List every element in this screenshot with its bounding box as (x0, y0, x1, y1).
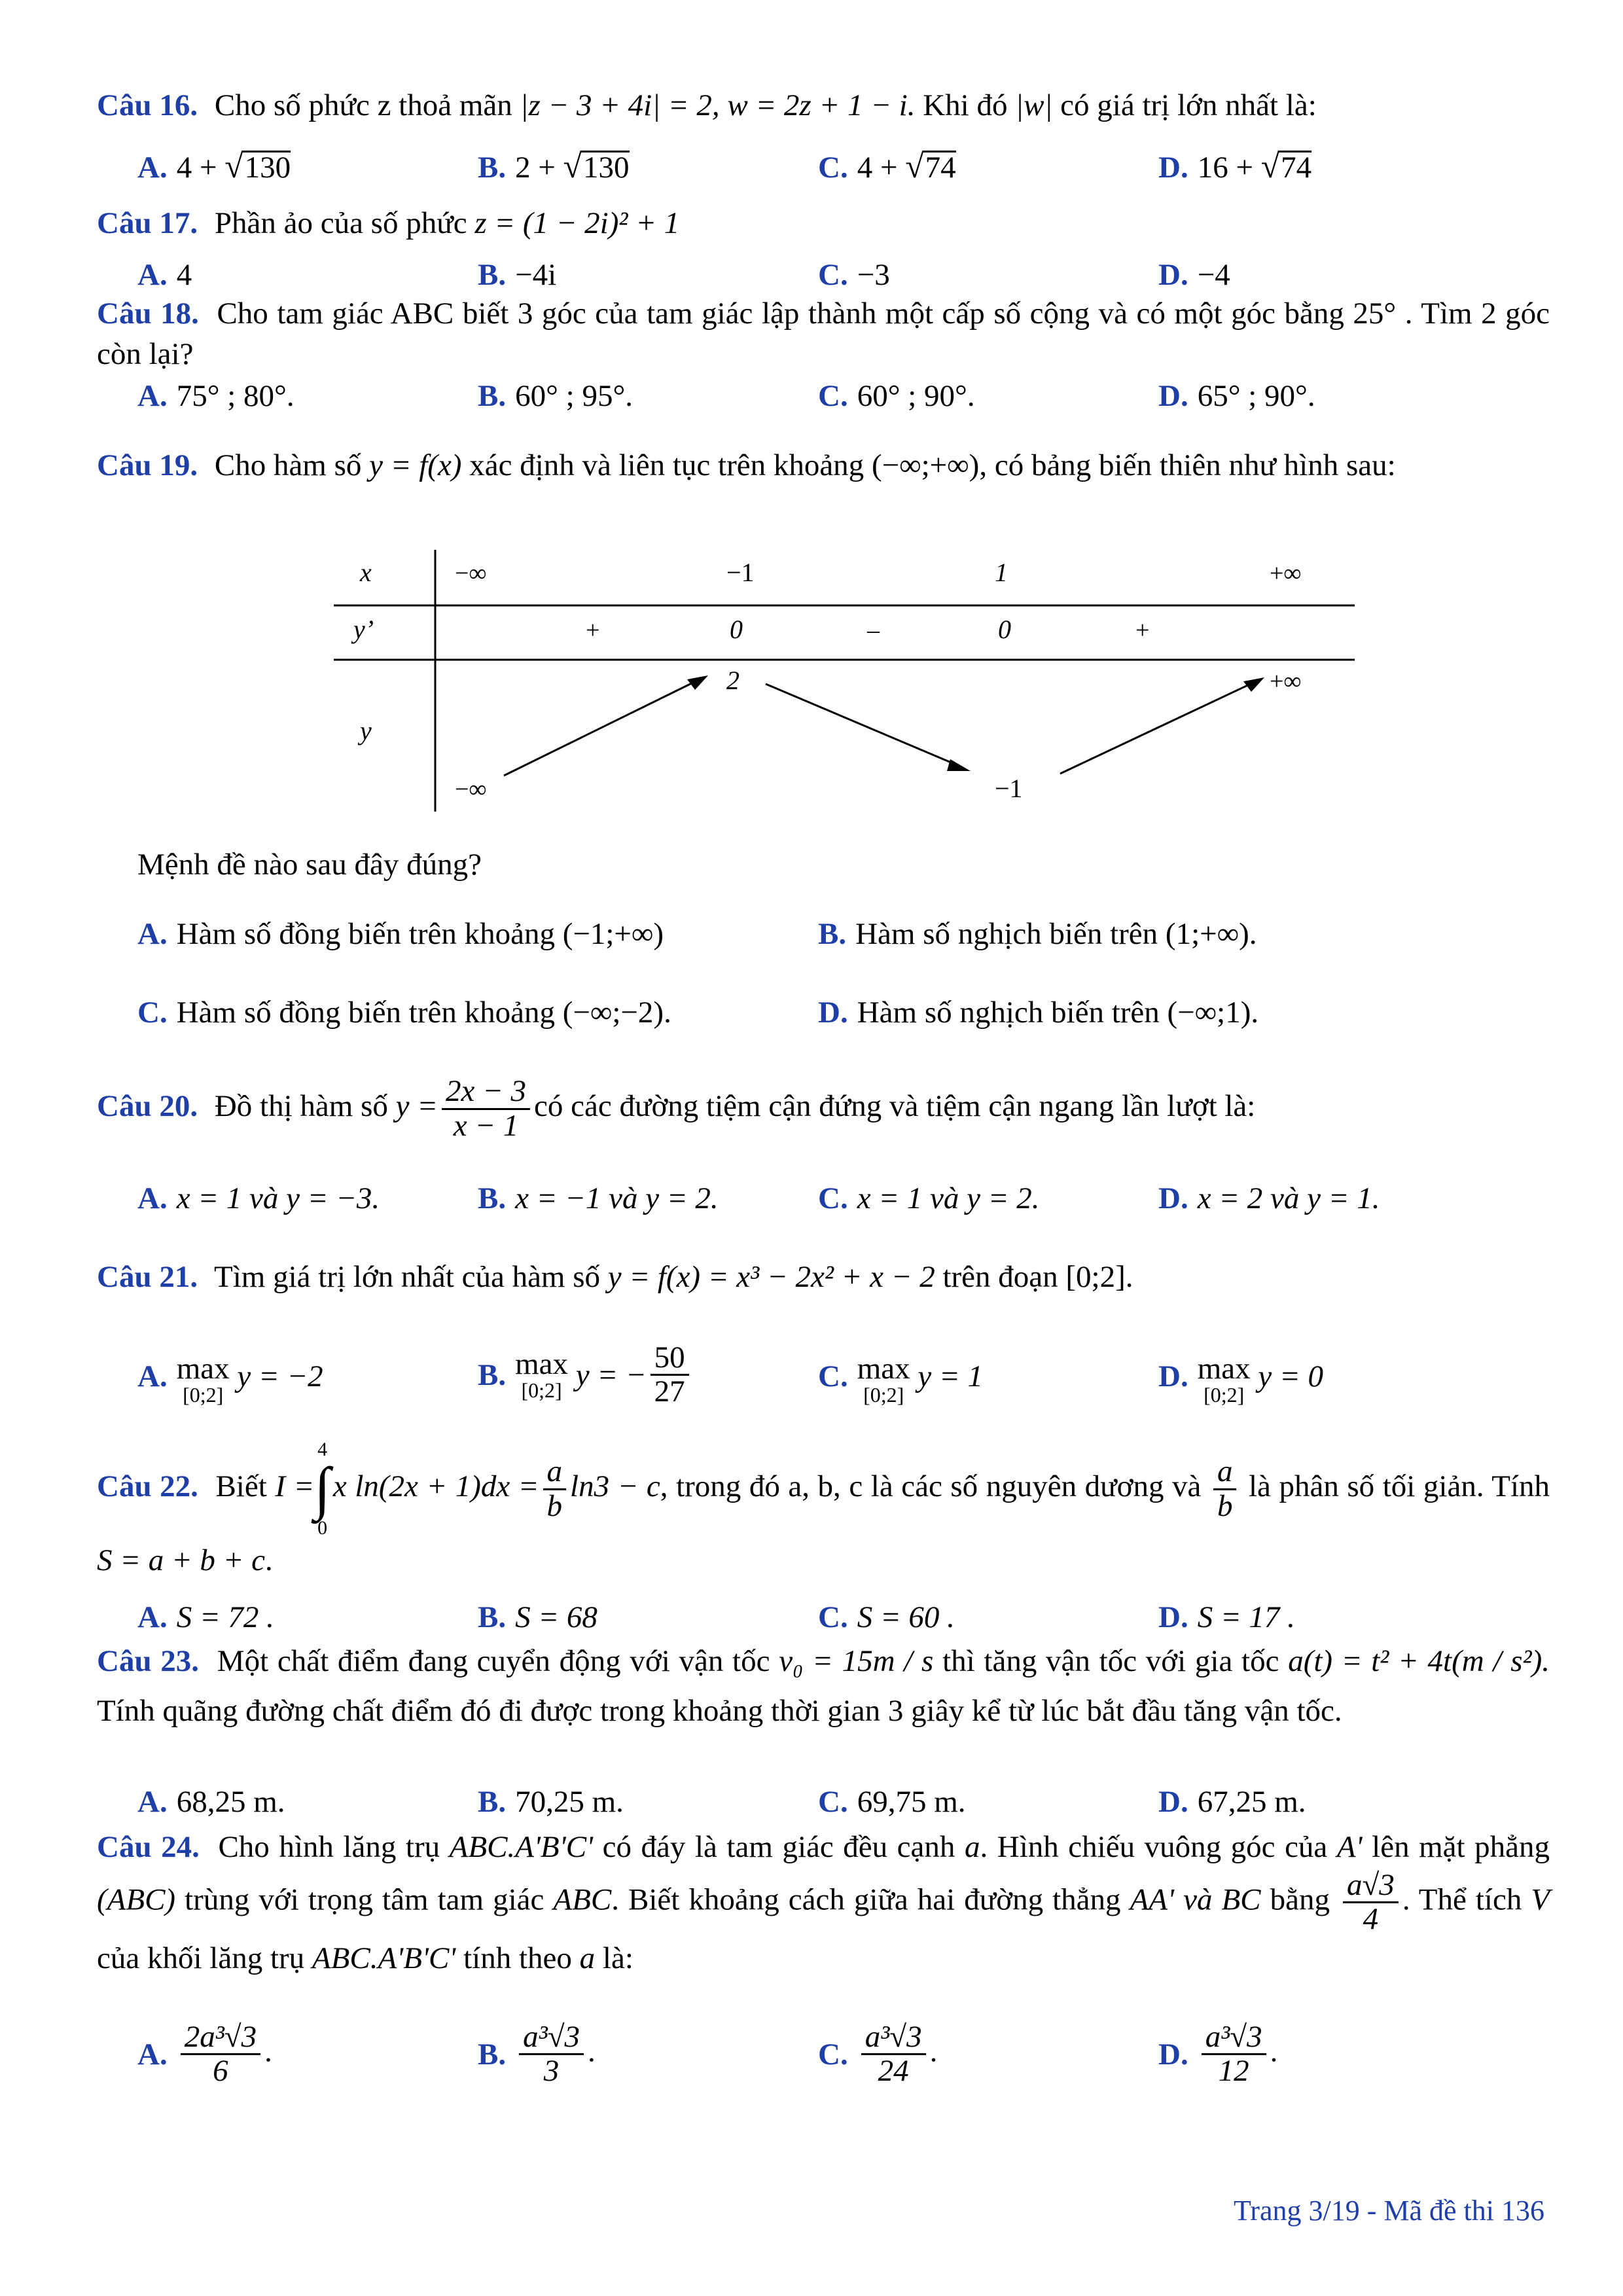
option-b[interactable] (478, 252, 556, 298)
option-b[interactable] (478, 1779, 624, 1825)
fraction (1343, 1869, 1399, 1936)
question-24-t3: lên mặt phẳng (1372, 1830, 1550, 1864)
option-c[interactable] (818, 144, 956, 190)
option-letter: D. (1158, 2037, 1188, 2072)
radicand: 74 (1278, 151, 1311, 183)
option-c[interactable] (818, 1594, 955, 1640)
option-c[interactable] (137, 990, 671, 1035)
question-16-abs-w: |w| (1015, 88, 1053, 122)
question-17-options (137, 252, 1551, 298)
option-c[interactable] (818, 373, 975, 419)
max-text: max (176, 1352, 230, 1386)
option-text: S = 17 . (1197, 1600, 1295, 1634)
option-letter: B. (478, 258, 507, 292)
option-letter: B. (478, 1181, 507, 1215)
numerator: 50 (651, 1342, 689, 1376)
question-18-text: Cho tam giác ABC biết 3 góc của tam giác lập thành một cấp số cộng và có một góc bằng (217, 296, 1344, 331)
denominator: b (546, 1488, 563, 1523)
fraction (1213, 1456, 1237, 1522)
question-21-pre: Tìm giá trị lớn nhất của hàm số (214, 1260, 601, 1294)
option-letter: D. (1158, 1181, 1188, 1215)
option-b[interactable] (478, 1175, 719, 1221)
max-operator (857, 1354, 910, 1405)
option-a[interactable] (137, 144, 291, 190)
option-letter: B. (478, 1357, 507, 1392)
question-21-label: Câu 21. (97, 1260, 198, 1294)
option-text: −4i (515, 258, 557, 292)
option-text: x = −1 và y = 2. (515, 1181, 719, 1215)
question-20 (97, 1067, 1550, 1145)
option-text: y = − (575, 1357, 647, 1392)
option-letter: A. (137, 1359, 168, 1393)
radicand: 74 (923, 151, 956, 183)
option-text: 70,25 m. (515, 1785, 624, 1819)
numerator: 2a³√3 (181, 2021, 260, 2055)
question-22-expr: S = a + b + c (97, 1543, 266, 1577)
integral-symbol: ∫ (314, 1456, 330, 1521)
arrowhead-icon (687, 675, 708, 690)
sqrt-symbol: √ (563, 148, 582, 185)
question-23-label: Câu 23. (97, 1644, 200, 1678)
option-letter: D. (1158, 151, 1188, 185)
question-18 (97, 293, 1550, 374)
y-value: −1 (995, 774, 1023, 803)
option-letter: D. (1158, 258, 1188, 292)
question-19-pre: Cho hàm số (214, 448, 362, 482)
numerator: a³√3 (1202, 2021, 1266, 2055)
variation-table (334, 550, 1355, 825)
option-letter: B. (478, 151, 507, 185)
denominator: 24 (878, 2054, 909, 2089)
question-19-label: Câu 19. (97, 448, 198, 482)
question-21-mid: trên đoạn (942, 1260, 1058, 1294)
question-16-condition: |z − 3 + 4i| = 2, w = 2z + 1 − i. (520, 88, 916, 122)
max-operator (177, 1354, 230, 1405)
option-d[interactable] (1158, 1175, 1380, 1221)
question-19-interval: (−∞;+∞), (871, 448, 988, 482)
x-value: −1 (726, 558, 755, 587)
question-24-t10: là: (602, 1941, 633, 1975)
row-label-y: y (360, 716, 372, 745)
denominator: 4 (1363, 1902, 1379, 1937)
option-letter: C. (818, 1600, 848, 1634)
question-18-label: Câu 18. (97, 296, 199, 331)
question-19-fn: y = f(x) (369, 448, 462, 482)
option-text: Hàm số đồng biến trên khoảng (−1;+∞) (176, 917, 664, 951)
question-22-I: I = (275, 1469, 315, 1503)
option-text: x = 1 và y = −3. (176, 1181, 380, 1215)
question-24 (97, 1825, 1550, 1981)
fraction (519, 2021, 584, 2088)
option-text: S = 68 (515, 1600, 597, 1634)
option-letter: D. (1158, 379, 1188, 413)
sqrt-symbol: √ (905, 148, 924, 185)
question-23-v0: v₀ = 15m / s (779, 1644, 934, 1678)
option-b[interactable] (478, 1342, 693, 1408)
option-c[interactable]: C. $\frac{\text{a³√3}}{24}$ . (818, 2020, 938, 2089)
x-value: +∞ (1270, 560, 1302, 587)
question-20-pre: Đồ thị hàm số (214, 1089, 388, 1123)
y-value: −∞ (455, 776, 487, 803)
x-value: 1 (995, 558, 1008, 587)
question-22-post2: là phân số tối giản. Tính (1249, 1469, 1550, 1503)
option-letter: C. (818, 151, 848, 185)
question-24-label: Câu 24. (97, 1830, 200, 1864)
question-23-options (137, 1779, 1551, 1825)
question-18-angle: 25° (1353, 296, 1397, 331)
question-22-after: ln3 − c (570, 1469, 660, 1503)
option-d[interactable] (1158, 373, 1315, 419)
question-17-text: Phần ảo của số phức (214, 206, 467, 240)
option-a[interactable]: A. $\frac{\text{2a³√3}}{6}$ . (137, 2020, 272, 2089)
max-text: max (515, 1347, 569, 1382)
option-letter: B. (818, 917, 847, 951)
numerator: a³√3 (519, 2021, 584, 2055)
option-letter: B. (478, 379, 507, 413)
option-letter: C. (818, 1359, 848, 1393)
option-text: 65° ; 90°. (1197, 379, 1315, 413)
question-19-options-row1 (137, 911, 1551, 957)
numerator: a (543, 1456, 567, 1490)
increase-arrow (504, 681, 697, 776)
integral-upper: 4 (317, 1439, 328, 1460)
option-a[interactable] (137, 1354, 323, 1405)
question-24-t1: có đáy là tam giác đều cạnh (602, 1830, 955, 1864)
numerator: 2x − 3 (442, 1075, 530, 1109)
question-16-post: có giá trị lớn nhất là: (1060, 88, 1317, 122)
radicand: 130 (242, 151, 291, 183)
question-24-prism: ABC.A'B'C' (449, 1830, 594, 1864)
y-value: +∞ (1270, 668, 1302, 695)
question-20-label: Câu 20. (97, 1089, 198, 1123)
question-16-label: Câu 16. (97, 88, 198, 122)
option-text: 16 + (1197, 151, 1253, 185)
option-letter: A. (137, 151, 168, 185)
decrease-arrow (766, 684, 959, 766)
question-20-post: có các đường tiệm cận đứng và tiệm cận ngang lần lượt là: (534, 1089, 1256, 1123)
dy-value: + (586, 617, 600, 644)
question-24-t6: bằng (1270, 1882, 1330, 1917)
question-24-plane: (ABC) (97, 1882, 176, 1917)
question-23-pre: Một chất điểm đang cuyển động với vận tốc (217, 1644, 770, 1678)
question-19-post: có bảng biến thiên như hình sau: (994, 448, 1396, 482)
option-text: 4 + (176, 151, 217, 185)
question-24-t7: . Thể tích (1402, 1882, 1522, 1917)
option-c[interactable] (818, 1354, 983, 1405)
numerator: a (1213, 1456, 1237, 1490)
question-22-options (137, 1594, 1551, 1640)
question-20-y: y = (395, 1089, 438, 1123)
option-d[interactable]: D. $\frac{\text{a³√3}}{12}$ . (1158, 2020, 1278, 2089)
question-24-V: V (1531, 1882, 1550, 1917)
option-text: 2 + (515, 151, 556, 185)
question-24-lines: AA' và BC (1130, 1882, 1261, 1917)
question-17-label: Câu 17. (97, 206, 198, 240)
denominator: 3 (543, 2054, 560, 2089)
fraction (1202, 2021, 1266, 2088)
option-letter: C. (818, 2037, 848, 2072)
fraction (651, 1342, 689, 1408)
question-24-abc: ABC (553, 1882, 612, 1917)
fraction (442, 1075, 530, 1142)
option-letter: B. (478, 1600, 507, 1634)
question-24-pre: Cho hình lăng trụ (218, 1830, 440, 1864)
max-subscript: [0;2] (183, 1383, 224, 1407)
option-d[interactable] (818, 990, 1258, 1035)
option-d[interactable] (1158, 1594, 1295, 1640)
row-label-dy: y’ (353, 615, 374, 644)
question-18-options (137, 373, 1551, 419)
max-subscript: [0;2] (1204, 1383, 1245, 1407)
option-letter: C. (818, 379, 848, 413)
option-c[interactable] (818, 1175, 1039, 1221)
max-operator (1198, 1354, 1251, 1405)
option-text: Hàm số đồng biến trên khoảng (−∞;−2). (176, 996, 671, 1030)
question-16-options (137, 144, 1551, 190)
option-text: y = 1 (918, 1359, 983, 1393)
fraction (543, 1456, 567, 1522)
option-letter: A. (137, 1785, 168, 1819)
max-subscript: [0;2] (863, 1383, 904, 1407)
question-24-t5: . Biết khoảng cách giữa hai đường thẳng (611, 1882, 1121, 1917)
question-23-post: Tính quãng đường chất điểm đó đi được trong khoảng thời gian 3 giây kể từ lúc bắt đầu tăng vận tốc. (97, 1694, 1342, 1728)
question-23-at: a(t) = t² + 4t(m / s²). (1288, 1644, 1550, 1678)
denominator: 6 (213, 2054, 228, 2089)
option-text: x = 2 và y = 1. (1197, 1181, 1380, 1215)
option-text: 4 (176, 258, 192, 292)
option-letter: B. (478, 1785, 507, 1819)
y-value: 2 (726, 666, 740, 695)
question-19-mid: xác định và liên tục trên khoảng (469, 448, 865, 482)
increase-arrow (1060, 683, 1253, 774)
max-text: max (857, 1352, 910, 1386)
question-16-text: Cho số phức z thoả mãn (214, 88, 512, 122)
question-23 (97, 1636, 1550, 1736)
arrowhead-icon (947, 759, 971, 771)
question-22: Câu 22. Biết I = 4 ∫ 0 x ln(2x + 1)dx = $\frac{a}{b}$ ln3 − c, trong đó a, b, c là các số nguyên dương và $\frac{a}{b}$ là phân số tối giản. Tính S = a + b + c. (97, 1439, 1550, 1577)
question-24-a: a (964, 1830, 980, 1864)
question-24-a2: a (579, 1941, 596, 1975)
sqrt-symbol: √ (1260, 148, 1280, 185)
option-d[interactable] (1158, 144, 1311, 190)
option-c[interactable] (818, 1779, 966, 1825)
option-text: −4 (1197, 258, 1230, 292)
question-22-post: , trong đó a, b, c là các số nguyên dương và (660, 1469, 1202, 1503)
denominator: b (1217, 1488, 1233, 1523)
arrowhead-icon (1243, 677, 1264, 692)
option-a[interactable] (137, 911, 664, 957)
radicand: 130 (580, 151, 630, 183)
question-24-A1: A' (1336, 1830, 1363, 1864)
option-c[interactable] (818, 252, 890, 298)
option-text: Hàm số nghịch biến trên (−∞;1). (857, 996, 1259, 1030)
option-d[interactable] (1158, 1354, 1323, 1405)
option-text: y = 0 (1258, 1359, 1323, 1393)
option-a[interactable] (137, 1594, 274, 1640)
row-label-x: x (360, 558, 372, 587)
question-18-text2: . Tìm 2 góc còn lại? (97, 296, 1550, 371)
question-22-pre: Biết (215, 1469, 267, 1503)
numerator: a√3 (1343, 1869, 1399, 1903)
option-b[interactable] (478, 144, 630, 190)
option-text: 60° ; 90°. (857, 379, 975, 413)
option-b[interactable] (818, 911, 1257, 957)
option-a[interactable] (137, 373, 294, 419)
option-a[interactable] (137, 1175, 380, 1221)
option-b[interactable] (478, 1594, 597, 1640)
option-text: S = 60 . (857, 1600, 955, 1634)
option-letter: D. (818, 996, 848, 1030)
option-letter: C. (818, 258, 848, 292)
option-letter: C. (818, 1785, 848, 1819)
option-text: 4 + (857, 151, 898, 185)
question-16-mid: Khi đó (923, 88, 1008, 122)
question-21-options (137, 1342, 1551, 1433)
question-24-t9: tính theo (463, 1941, 572, 1975)
denominator: 12 (1218, 2054, 1249, 2089)
option-a[interactable] (137, 252, 192, 298)
option-text: 75° ; 80°. (176, 379, 294, 413)
integral-lower: 0 (317, 1517, 328, 1539)
numerator: a³√3 (861, 2021, 926, 2055)
page-footer: Trang 3/19 - Mã đề thi 136 (1233, 2195, 1544, 2227)
question-24-options (137, 2021, 1551, 2113)
question-21-expr: y = f(x) = x³ − 2x² + x − 2 (607, 1260, 935, 1294)
sqrt-symbol: √ (224, 148, 243, 185)
option-letter: C. (137, 996, 168, 1030)
option-b[interactable]: B. $\frac{\text{a³√3}}{3}$ . (478, 2020, 596, 2089)
question-23-mid: thì tăng vận tốc với gia tốc (942, 1644, 1279, 1678)
option-text: 68,25 m. (176, 1785, 285, 1819)
option-letter: A. (137, 2037, 168, 2072)
option-a[interactable] (137, 1779, 285, 1825)
option-letter: D. (1158, 1600, 1188, 1634)
question-17 (97, 203, 1550, 243)
option-d[interactable] (1158, 252, 1230, 298)
question-19-options-row2 (137, 990, 1551, 1035)
option-b[interactable] (478, 373, 633, 419)
option-d[interactable] (1158, 1779, 1306, 1825)
option-letter: D. (1158, 1785, 1188, 1819)
option-text: x = 1 và y = 2. (857, 1181, 1040, 1215)
question-19-prompt: Mệnh đề nào sau đây đúng? (137, 848, 482, 882)
option-text: 69,75 m. (857, 1785, 966, 1819)
option-text: S = 72 . (176, 1600, 274, 1634)
option-letter: A. (137, 1600, 168, 1634)
dy-value: 0 (730, 615, 743, 644)
option-letter: A. (137, 379, 168, 413)
option-text: 60° ; 95°. (515, 379, 633, 413)
max-operator (515, 1349, 568, 1401)
option-letter: B. (478, 2037, 507, 2072)
option-letter: C. (818, 1181, 848, 1215)
question-19 (97, 439, 1550, 492)
question-20-options (137, 1175, 1551, 1221)
question-21 (97, 1257, 1550, 1297)
dy-value: 0 (998, 615, 1011, 644)
fraction (181, 2021, 260, 2088)
question-21-interval: [0;2]. (1065, 1260, 1133, 1294)
option-letter: A. (137, 917, 168, 951)
question-16 (97, 85, 1550, 126)
fraction (861, 2021, 926, 2088)
integral-sign (314, 1440, 330, 1538)
question-22-integrand: x ln(2x + 1)dx = (332, 1469, 539, 1503)
question-17-expr: z = (1 − 2i)² + 1 (474, 206, 680, 240)
question-24-prism2: ABC.A'B'C' (312, 1941, 456, 1975)
x-value: −∞ (455, 560, 487, 587)
question-24-t2: . Hình chiếu vuông góc của (980, 1830, 1328, 1864)
question-22-label: Câu 22. (97, 1469, 198, 1503)
option-text: −3 (857, 258, 890, 292)
question-24-t4: trùng với trọng tâm tam giác (185, 1882, 544, 1917)
option-letter: A. (137, 258, 168, 292)
option-text: 67,25 m. (1197, 1785, 1306, 1819)
dy-value: – (867, 617, 880, 644)
option-letter: D. (1158, 1359, 1188, 1393)
max-subscript: [0;2] (521, 1378, 562, 1403)
denominator: x − 1 (453, 1108, 519, 1143)
dy-value: + (1135, 617, 1150, 644)
question-24-t8: của khối lăng trụ (97, 1941, 305, 1975)
option-letter: A. (137, 1181, 168, 1215)
option-text: y = −2 (237, 1359, 323, 1393)
max-text: max (1197, 1352, 1251, 1386)
option-text: Hàm số nghịch biến trên (1;+∞). (855, 917, 1257, 951)
denominator: 27 (654, 1374, 685, 1409)
